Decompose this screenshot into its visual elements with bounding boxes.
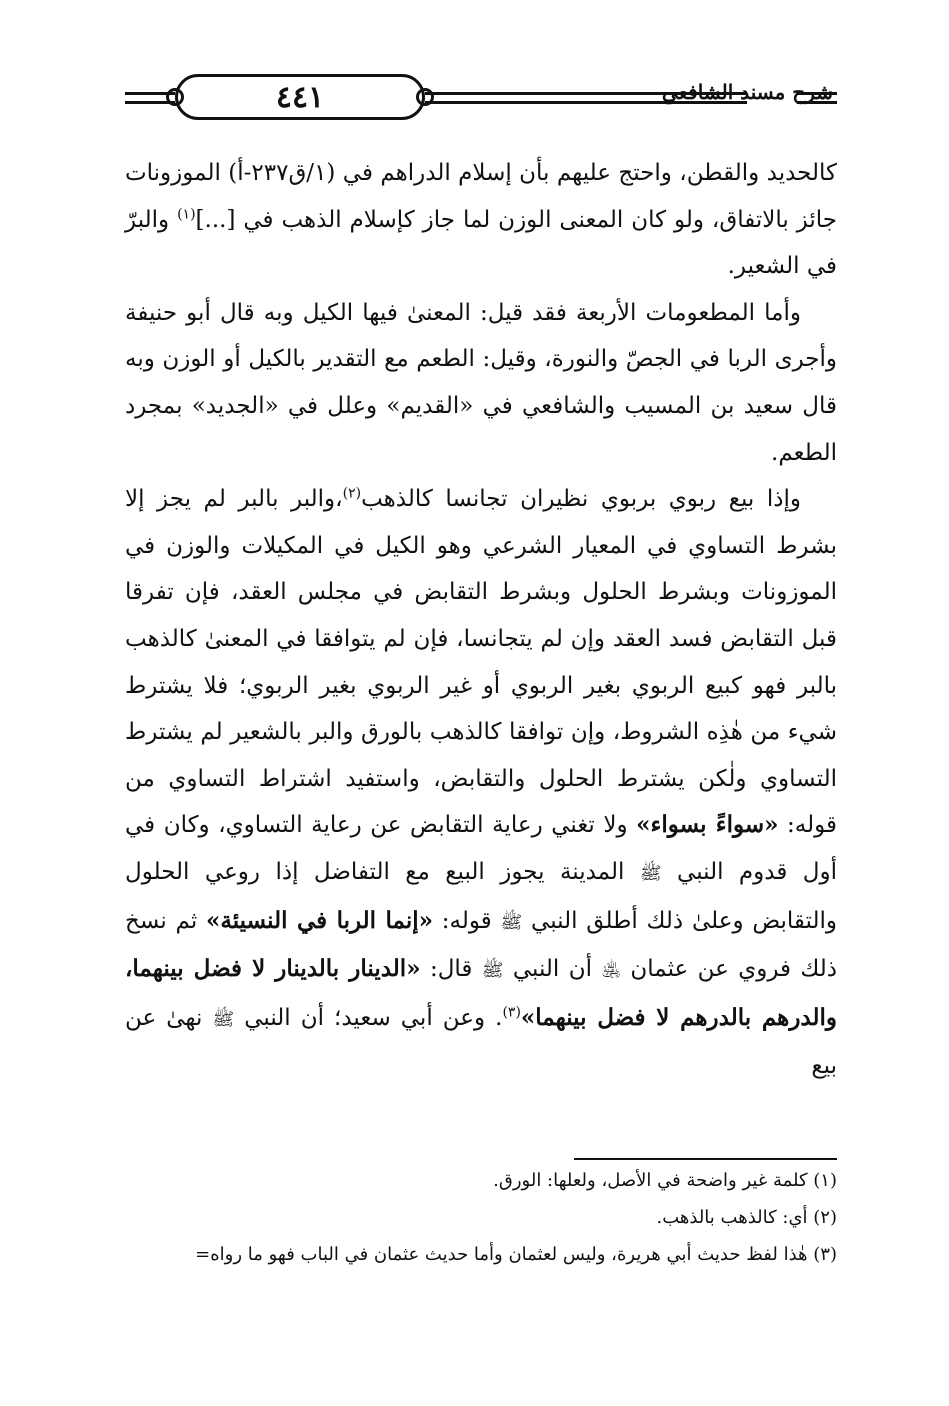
paragraph-3-text: المدينة يجوز البيع مع التفاضل إذا روعي الحلول والتقابض وعلىٰ ذلك أطلق النبي (125, 858, 837, 934)
honorific-glyph: ﵁ (601, 960, 622, 982)
paragraph-3-text: ولا تغني رعاية التقابض عن رعاية التساوي، وكان في أول قدوم النبي (125, 812, 837, 885)
header-rule-right (797, 92, 837, 104)
paragraph-3-text: وإذا بيع ربوي بربوي نظيران تجانسا كالذهب (361, 486, 801, 513)
page-number: ٤٤١ (175, 74, 425, 120)
paragraph-1-text: كالحديد والقطن، واحتج عليهم بأن إسلام الدراهم في (١/ق٢٣٧-أ) الموزونات جائز بالاتفاق، ولو كان المعنى الوزن لما جاز كإسلام الذهب في [...] (125, 160, 838, 233)
paragraph-3-text: قال: (420, 956, 482, 983)
footnote-2: (٢) أي: كالذهب بالذهب. (656, 1207, 837, 1228)
footnote-ref-3: (٣) (502, 1004, 521, 1021)
footnotes (125, 1162, 837, 1273)
hadith-quote: «سواءً بسواء» (636, 811, 779, 839)
honorific-glyph: ﷺ (481, 960, 504, 982)
paragraph-3-text: نهىٰ عن بيع (125, 1004, 837, 1080)
paragraph-1 (125, 150, 837, 290)
footnote-ref-2: (٢) (342, 485, 362, 502)
paragraph-2: وأما المطعومات الأربعة فقد قيل: المعنىٰ فيها الكيل وبه قال أبو حنيفة وأجرى الربا في الجصّ والنورة، وقيل: الطعم مع التقدير بالكيل أو الوزن وبه قال سعيد بن المسيب والشافعي في «القديم» وعلل في «الجديد» بمجرد الطعم. (125, 299, 837, 466)
hadith-quote: «إنما الربا في النسيئة» (206, 906, 434, 934)
paragraph-3-text: . وعن أبي سعيد؛ أن النبي (234, 1004, 503, 1031)
footnote-ref-1: (١) (177, 205, 196, 222)
main-text (125, 150, 837, 1090)
honorific-glyph: ﷺ (500, 911, 523, 933)
hadith-quote: «الدينار بالدينار لا فضل بينهما، والدرهم بالدرهم لا فضل بينهما» (125, 955, 837, 1031)
paragraph-3-text: أن النبي (503, 956, 602, 983)
honorific-glyph: ﷺ (639, 862, 662, 884)
book-title: شرح مسند الشافعي (661, 80, 833, 104)
paragraph-3-text: ثم نسخ ذلك فروي عن عثمان (125, 907, 837, 983)
paragraph-3-text: قوله: (433, 907, 501, 934)
page-header (125, 72, 837, 124)
footnote-3: (٣) هٰذا لفظ حديث أبي هريرة، وليس لعثمان وأما حديث عثمان في الباب فهو ما رواه= (195, 1244, 837, 1265)
footnote-1: (١) كلمة غير واضحة في الأصل، ولعلها: الورق. (493, 1170, 837, 1191)
paragraph-1-end: والبرّ في الشعير. (125, 206, 837, 280)
footnote-separator (574, 1158, 837, 1160)
honorific-glyph: ﷺ (212, 1008, 235, 1030)
paragraph-3-text: ،والبر بالبر لم يجز إلا بشرط التساوي في المعيار الشرعي وهو الكيل في المكيلات والوزن في الموزونات وبشرط الحلول وبشرط التقابض في مجلس العقد، فإن تفرقا قبل التقابض فسد العقد وإن لم يتجانسا، فإن لم يتوافقا في المعنىٰ كالذهب بالبر فهو كبيع الربوي بغير الربوي أو غير الربوي بغير الربوي؛ فلا يشترط شيء من هٰذِه الشروط، وإن توافقا كالذهب بالورق والبر بالشعير لم يشترط التساوي ولٰكن يشترط الحلول والتقابض، واستفيد اشتراط التساوي من قوله: (125, 486, 838, 839)
paragraph-3 (125, 476, 837, 1090)
